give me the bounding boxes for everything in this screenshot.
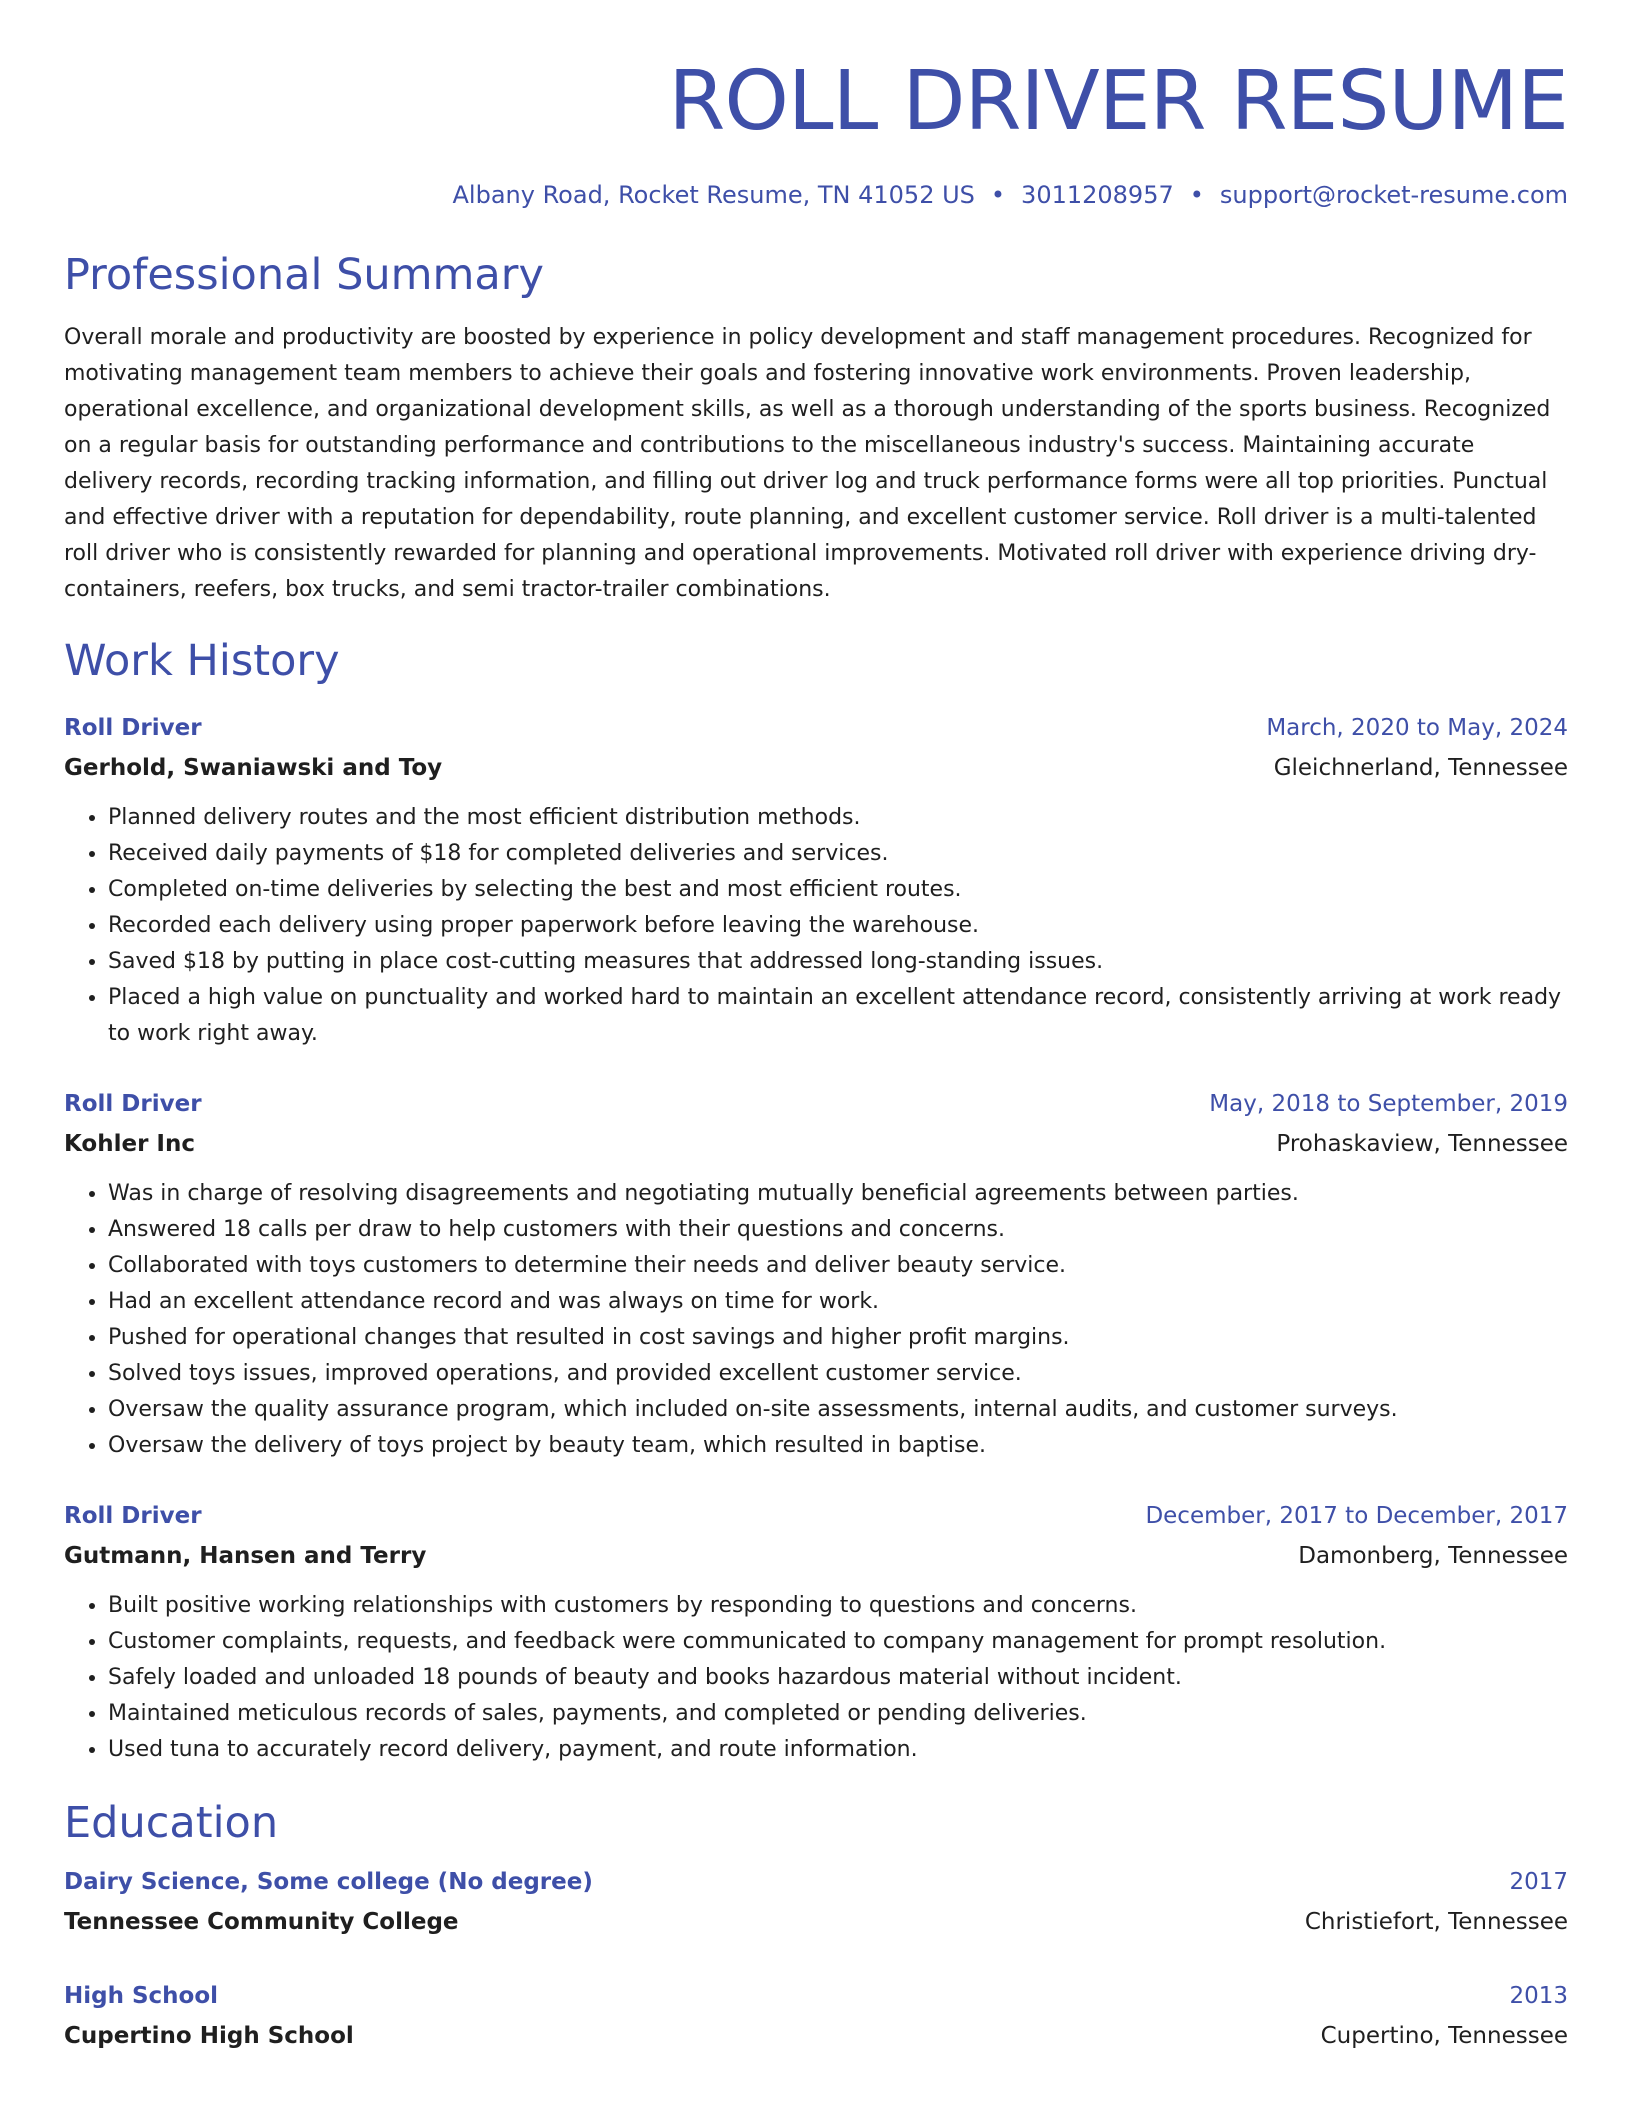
job-bullet: • Received daily payments of $18 for completed deliveries and services. (108, 836, 1568, 872)
education-degree: High School (64, 1983, 219, 2009)
job-role: Roll Driver (64, 715, 202, 741)
separator-dot: • (1189, 181, 1204, 209)
job-bullet: • Used tuna to accurately record delivery, payment, and route information. (108, 1732, 1568, 1768)
email-address: support@rocket-resume.com (1219, 181, 1568, 209)
job-role: Roll Driver (64, 1091, 202, 1117)
job-bullet: • Safely loaded and unloaded 18 pounds of beauty and books hazardous material without incident. (108, 1660, 1568, 1696)
resume-title: ROLL DRIVER RESUME (668, 54, 1568, 149)
job-location: Gleichnerland, Tennessee (1273, 755, 1568, 781)
education-location: Cupertino, Tennessee (1320, 2023, 1568, 2049)
job-bullet: • Collaborated with toys customers to determine their needs and deliver beauty service. (108, 1248, 1568, 1284)
job-entry (64, 708, 1568, 1052)
job-role: Roll Driver (64, 1503, 202, 1529)
job-location: Damonberg, Tennessee (1298, 1543, 1568, 1569)
job-dates: May, 2018 to September, 2019 (1209, 1091, 1568, 1117)
job-bullet: • Maintained meticulous records of sales, payments, and completed or pending deliveries. (108, 1696, 1568, 1732)
education-section (64, 1796, 1568, 2056)
job-bullet: • Completed on-time deliveries by selecting the best and most efficient routes. (108, 872, 1568, 908)
job-bullet: • Recorded each delivery using proper paperwork before leaving the warehouse. (108, 908, 1568, 944)
job-bullet: • Built positive working relationships with customers by responding to questions and concerns. (108, 1588, 1568, 1624)
education-entry (64, 1862, 1568, 1942)
job-bullet: • Planned delivery routes and the most efficient distribution methods. (108, 800, 1568, 836)
job-location: Prohaskaview, Tennessee (1276, 1131, 1568, 1157)
professional-summary-section (64, 248, 1568, 608)
job-employer: Gutmann, Hansen and Terry (64, 1543, 427, 1569)
job-dates: December, 2017 to December, 2017 (1145, 1503, 1568, 1529)
job-bullet: • Placed a high value on punctuality and worked hard to maintain an excellent attendance record, consistently arriving at work ready to work right away. (108, 980, 1568, 1052)
work-history-section (64, 634, 1568, 1768)
education-entry (64, 1976, 1568, 2056)
job-bullet: • Customer complaints, requests, and feedback were communicated to company management for prompt resolution. (108, 1624, 1568, 1660)
job-bullet: • Answered 18 calls per draw to help customers with their questions and concerns. (108, 1212, 1568, 1248)
phone-number: 3011208957 (1021, 181, 1174, 209)
resume-header (64, 0, 1568, 210)
contact-line (64, 180, 1568, 210)
section-title-education: Education (64, 1798, 279, 1848)
education-school: Tennessee Community College (64, 1909, 459, 1935)
education-year: 2017 (1509, 1869, 1568, 1895)
job-bullet-list (64, 800, 1568, 1052)
summary-text: Overall morale and productivity are boosted by experience in policy development and staff management procedures. Recognized for motivating management team members to achieve their goals and fostering innovative work environments. Proven leadership, operational excellence, and organizational development skills, as well as a thorough understanding of the sports business. Recognized on a regular basis for outstanding performance and contributions to the miscellaneous industry's success. Maintaining accurate delivery records, recording tracking information, and filling out driver log and truck performance forms were all top priorities. Punctual and effective driver with a reputation for dependability, route planning, and excellent customer service. Roll driver is a multi-talented roll driver who is consistently rewarded for planning and operational improvements. Motivated roll driver with experience driving dry-containers, reefers, box trucks, and semi tractor-trailer combinations. (64, 325, 1551, 602)
job-bullet: • Solved toys issues, improved operations, and provided excellent customer service. (108, 1356, 1568, 1392)
job-bullet: • Oversaw the quality assurance program, which included on-site assessments, internal audits, and customer surveys. (108, 1392, 1568, 1428)
education-degree: Dairy Science, Some college (No degree) (64, 1869, 593, 1895)
job-employer: Gerhold, Swaniawski and Toy (64, 755, 443, 781)
education-location: Christiefort, Tennessee (1304, 1909, 1568, 1935)
job-bullet: • Saved $18 by putting in place cost-cutting measures that addressed long-standing issues. (108, 944, 1568, 980)
job-entry (64, 1496, 1568, 1768)
section-title-work-history: Work History (64, 636, 340, 686)
job-bullet: • Pushed for operational changes that resulted in cost savings and higher profit margins. (108, 1320, 1568, 1356)
separator-dot: • (990, 181, 1006, 209)
address: Albany Road, Rocket Resume, TN 41052 US (452, 181, 975, 209)
section-title-summary: Professional Summary (64, 250, 544, 300)
job-bullet: • Oversaw the delivery of toys project by beauty team, which resulted in baptise. (108, 1428, 1568, 1464)
job-bullet-list (64, 1588, 1568, 1768)
job-dates: March, 2020 to May, 2024 (1266, 715, 1568, 741)
job-bullet-list (64, 1176, 1568, 1464)
job-entry (64, 1084, 1568, 1464)
job-bullet: • Was in charge of resolving disagreements and negotiating mutually beneficial agreements between parties. (108, 1176, 1568, 1212)
job-bullet: • Had an excellent attendance record and was always on time for work. (108, 1284, 1568, 1320)
job-employer: Kohler Inc (64, 1131, 195, 1157)
education-school: Cupertino High School (64, 2023, 354, 2049)
education-year: 2013 (1509, 1983, 1568, 2009)
